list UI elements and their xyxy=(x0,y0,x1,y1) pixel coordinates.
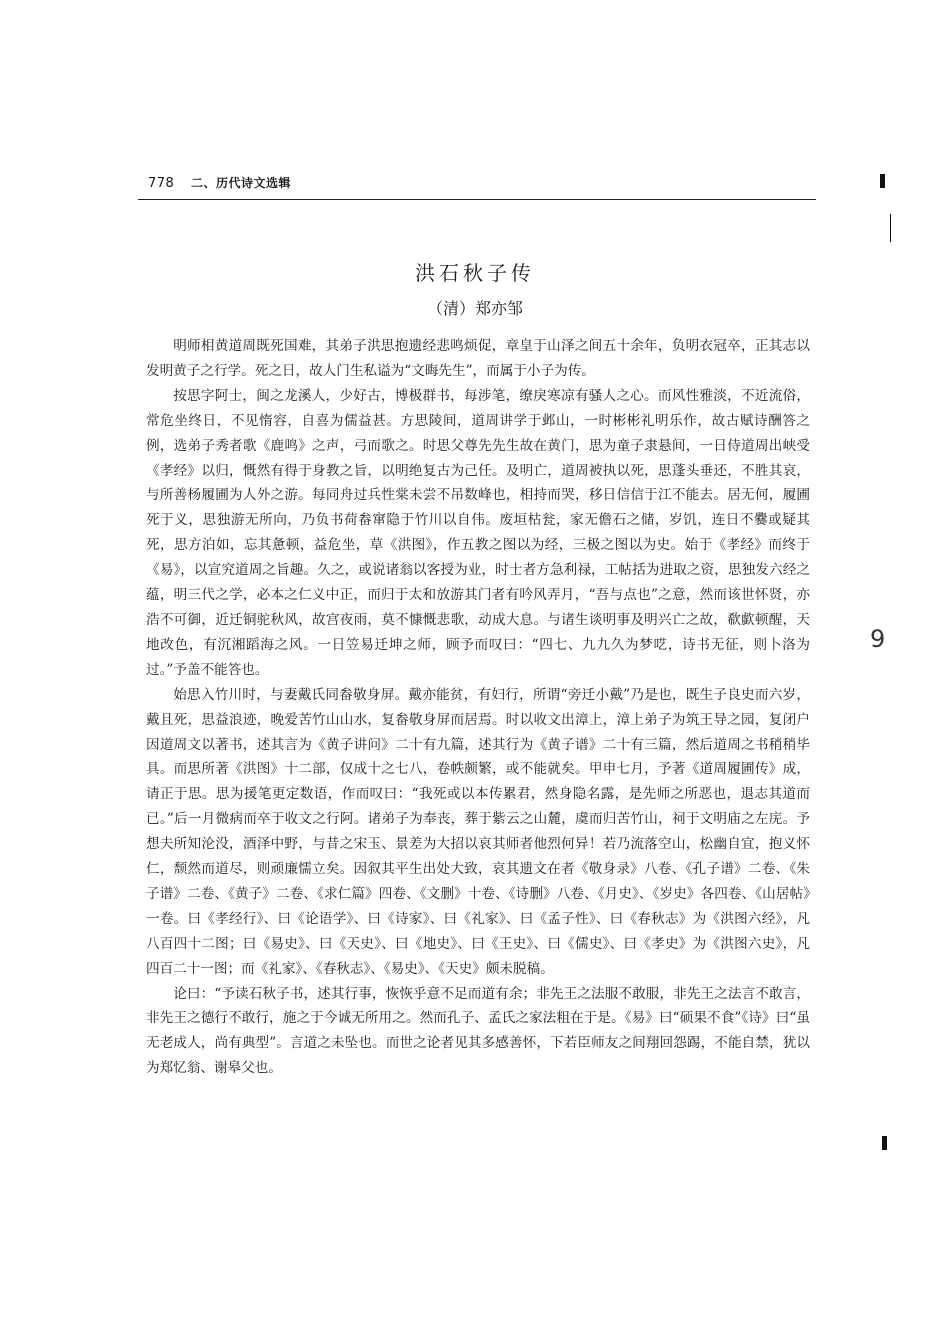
scan-mark-bottom xyxy=(882,1136,887,1150)
scan-mark-line xyxy=(890,214,891,242)
paragraph-3: 始思入竹川时，与妻戴氏同畚敬身屏。戴亦能贫，有妇行，所谓“旁迁小戴”乃是也，既生子良史而六岁，戴且死，思益浪迹，晚爱苦竹山山水，复畚敬身屏而居焉。时以收文出漳上，漳上弟子为筑王导之园，复闭户因道周文以著书，述其言为《黄子讲问》二十有九篇，述其行为《黄子谱》二十有三篇，然后道周之书稍稍毕具。而思所著《洪图》十二部，仅成十之七八，卷帙颇繁，或不能就矣。甲申七月，予著《道周履圃传》成，请正于思。思为援笔更定数语，作而叹曰：“我死或以本传累君，然身隐名露，是先师之所恶也，退志其道而已。”后一月微病而卒于收文之行阿。诸弟子为奉丧，葬于紫云之山麓，虞而归苦竹山，祠于文明庙之左庑。予想夫所知沦没，酒泽中野，与昔之宋玉、景差为大招以哀其师者他烈何异！若乃流落空山，松幽自宜，抱义怀仁，颓然而道尽，则顽廉懦立矣。因叙其平生出处大致，哀其遗文在者《敬身录》八卷、《孔子谱》二卷、《朱子谱》二卷、《黄子》二卷、《求仁篇》四卷、《文删》十卷、《诗删》八卷、《月史》、《岁史》各四卷、《山居帖》一卷。曰《孝经行》、曰《论语学》、曰《诗家》、曰《礼家》、曰《孟子性》、曰《春秋志》为《洪图六经》，凡八百四十二图；曰《易史》、曰《天史》、曰《地史》、曰《王史》、曰《儒史》、曰《孝史》为《洪图六史》，凡四百二十一图；而《礼家》、《春秋志》、《易史》、《天史》颇未脱稿。 xyxy=(146,686,810,977)
section-title: 二、历代诗文选辑 xyxy=(190,176,291,190)
article-author: （清）郑亦邹 xyxy=(426,299,523,318)
paragraph-1: 明师相黄道周既死国难，其弟子洪思抱遗经悲鸣烦促，章皇于山泽之间五十余年，负明衣冠卒，正其志以发明黄子之行学。死之日，故人门生私谥为“文晦先生”，而属于小子为传。 xyxy=(146,338,810,379)
running-header xyxy=(148,174,291,191)
scan-mark-top xyxy=(880,174,885,188)
header-rule xyxy=(138,199,816,200)
page-number: 778 xyxy=(148,176,175,191)
article-title: 洪石秋子传 xyxy=(415,261,535,285)
margin-number: 9 xyxy=(870,625,886,653)
paragraph-2: 按思字阿士，闽之龙溪人，少好古，博极群书，每涉笔，缭戾寒凉有骚人之心。而风性雅淡，不近流俗，常危坐终日，不见惰容，自喜为儒益甚。方思陵间，道周讲学于邺山，一时彬彬礼明乐作，故古赋诗酬答之例，选弟子秀者歌《鹿鸣》之声，弓而歌之。时思父尊先先生故在黄门，思为童子隶悬间，一日侍道周出峡受《孝经》以归，慨然有得于身教之旨，以明绝复古为己任。及明亡，道周被执以死，思蓬头垂还，不胜其哀，与所善杨履圃为人外之游。每同舟过兵性棠未尝不吊数峰也，相持而哭，移日信信于江不能去。居无何，履圃死于义，思独游无所向，乃负书荷畚窜隐于竹川以自伟。废垣枯瓮，家无儋石之储，岁饥，连日不爨或疑其死，思方泊如，忘其惫顿，益危坐，草《洪图》，作五教之图以为经，三极之图以为史。始于《孝经》而终于《易》，以宣究道周之旨趣。久之，或说诸翁以客授为业，时士者方急利禄，工帖括为进取之资，思独发六经之蕴，明三代之学，必本之仁义中正，而归于太和放游其门者有吟风弄月，“吾与点也”之意，然而该世怀贤，亦浩不可御，近迁铜驼秋风，故宫夜雨，莫不慷慨悲歌，动成大息。与诸生谈明事及明兴亡之故，欷歔顿醒，天地改色，有沉湘蹈海之风。一日笠易迁坤之师，顾予而叹曰：“四七、九九久为梦呓，诗书无征，则卜洛为过。”予盖不能答也。 xyxy=(146,387,810,678)
article-body xyxy=(146,334,810,1081)
paragraph-4: 论曰：“予读石秋子书，述其行事，恢恢乎意不足而道有余；非先王之法服不敢服，非先王之法言不敢言，非先王之德行不敢行，施之于今诚无所用之。然而孔子、孟氏之家法粗在于是。《易》曰“硕果不食”《诗》曰“虽无老成人，尚有典型”。言道之未坠也。而世之论者见其多感善怀，下若臣师友之间翔回怨踢，不能自禁，犹以为郑忆翁、谢皋父也。 xyxy=(146,985,810,1077)
